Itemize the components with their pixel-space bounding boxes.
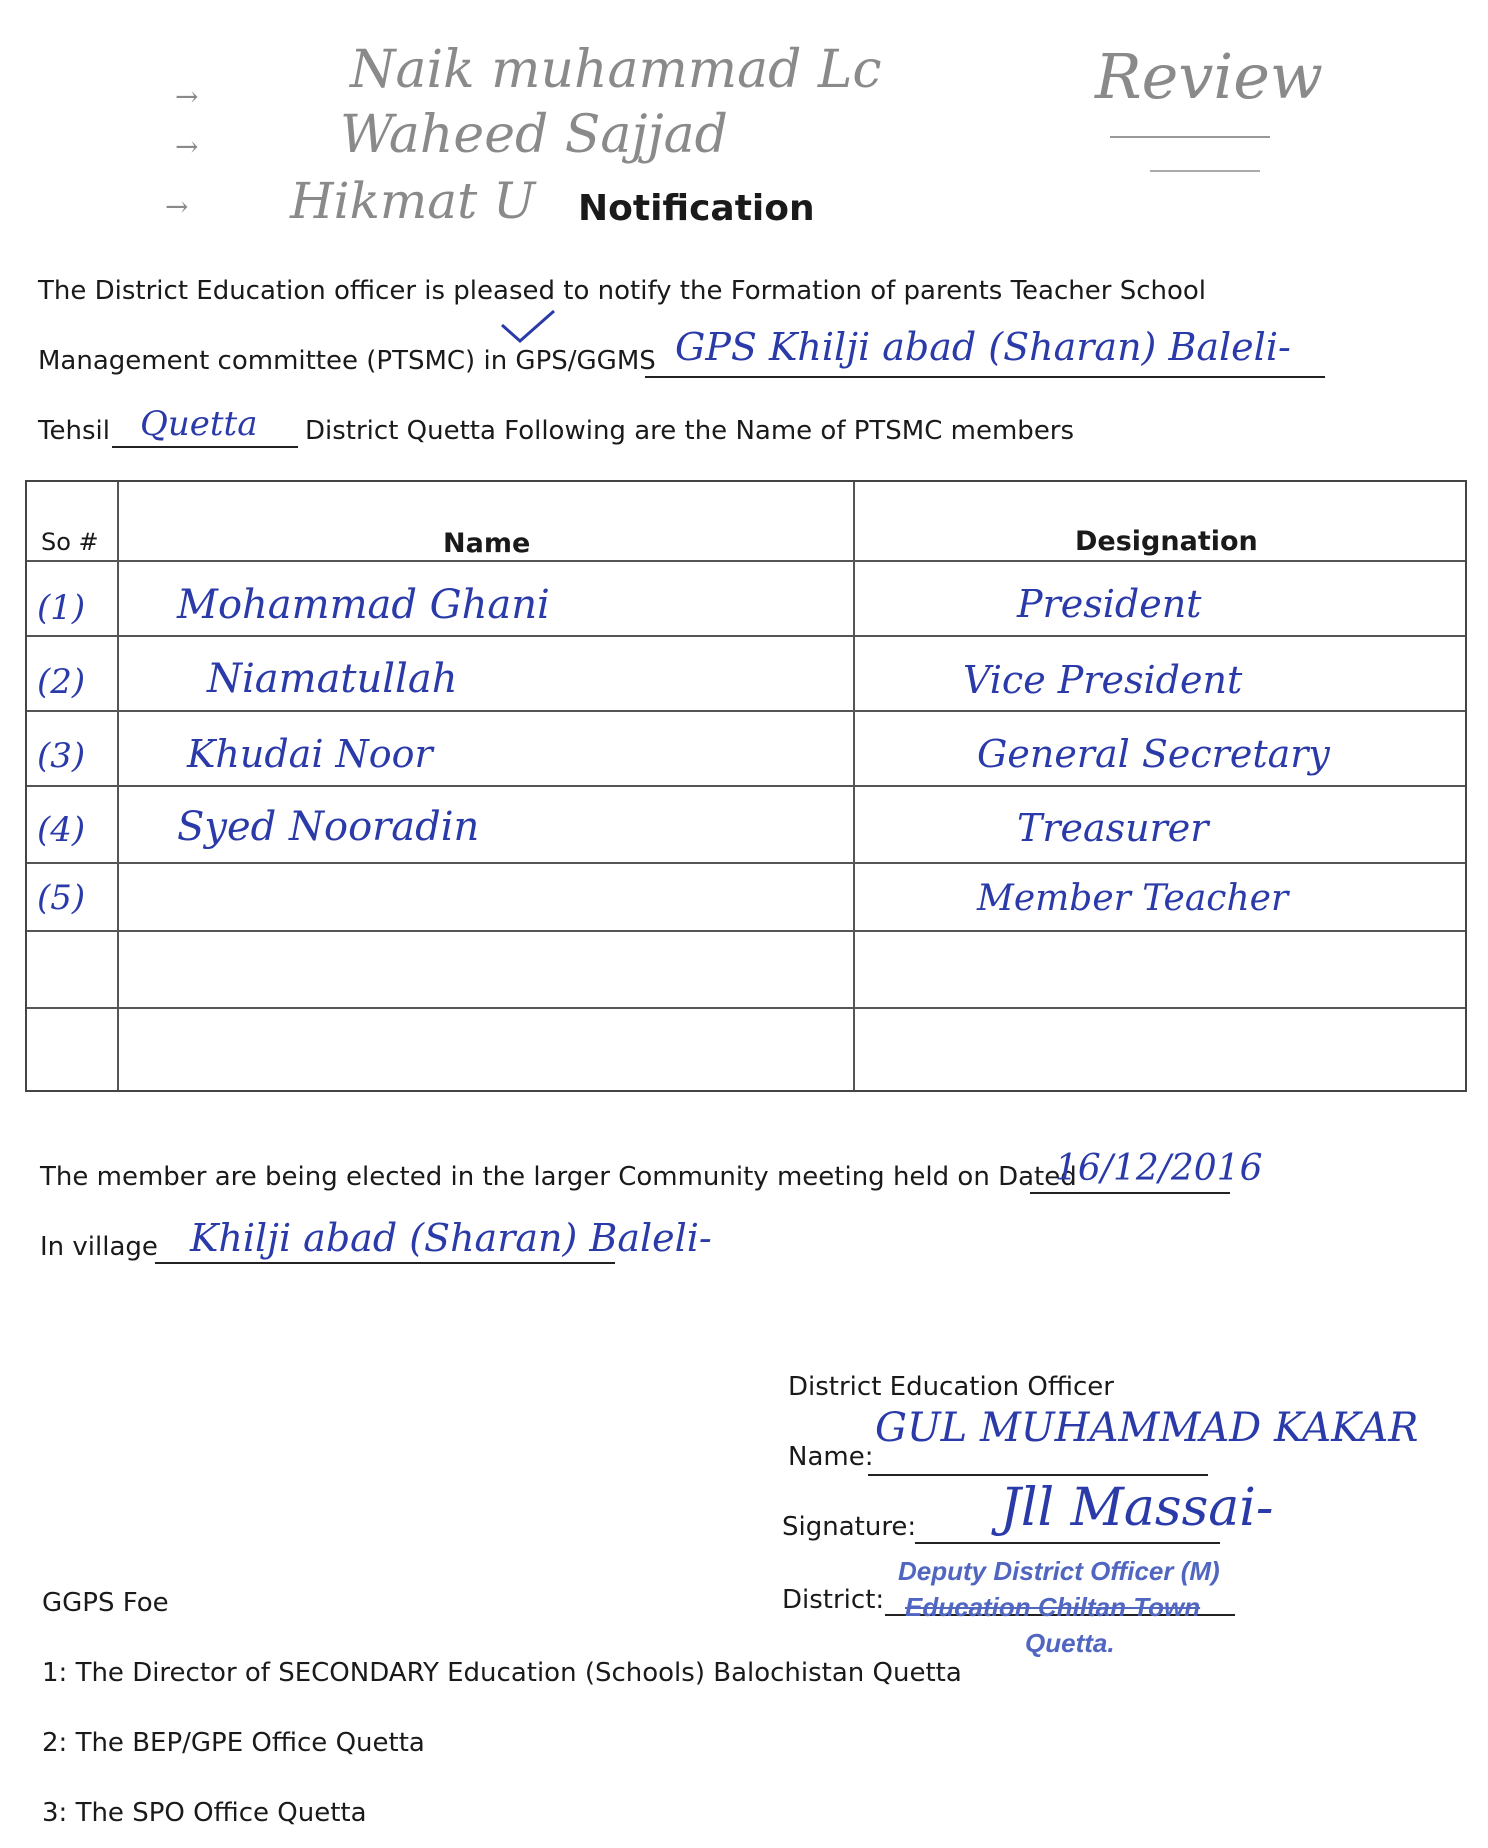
signature-underline <box>915 1542 1220 1544</box>
pencil-arrow-3: → <box>165 190 189 223</box>
officer-name-underline <box>868 1474 1208 1476</box>
cc-item-2: 2: The BEP/GPE Office Quetta <box>42 1728 425 1758</box>
stamp-line-1: Deputy District Officer (M) <box>898 1556 1220 1586</box>
intro-line-3-suffix: District Quetta Following are the Name of PTSMC members <box>305 416 1075 446</box>
row-3-sn: (3) <box>37 736 86 776</box>
pencil-underline-2 <box>1150 170 1260 172</box>
officer-title: District Education Officer <box>788 1372 1114 1402</box>
row-divider <box>27 710 1465 712</box>
row-2-designation: Vice President <box>963 658 1243 702</box>
row-4-sn: (4) <box>37 810 86 850</box>
tehsil-handwritten: Quetta <box>140 404 258 444</box>
row-divider <box>27 862 1465 864</box>
officer-name-handwritten: GUL MUHAMMAD KAKAR <box>875 1405 1419 1451</box>
row-5-sn: (5) <box>37 878 86 918</box>
intro-line-3-prefix: Tehsil <box>38 416 110 446</box>
stamp-line-3: Quetta. <box>1025 1628 1115 1658</box>
row-1-sn: (1) <box>37 588 86 628</box>
row-divider <box>27 635 1465 637</box>
row-1-designation: President <box>1017 582 1202 626</box>
pencil-underline-1 <box>1110 136 1270 138</box>
date-handwritten: 16/12/2016 <box>1055 1148 1263 1189</box>
village-underline <box>155 1262 615 1264</box>
pencil-note-2: Waheed Sajjad <box>340 105 728 165</box>
school-name-handwritten: GPS Khilji abad (Sharan) Baleli- <box>675 325 1291 369</box>
header-name: Name <box>443 528 531 559</box>
signature-handwritten: Jll Massai- <box>1000 1478 1274 1538</box>
header-designation: Designation <box>1075 526 1258 557</box>
pencil-note-3: Hikmat U <box>290 172 536 230</box>
header-sn: So # <box>41 528 99 556</box>
page-title: Notification <box>578 188 815 229</box>
village-handwritten: Khilji abad (Sharan) Baleli- <box>190 1216 712 1260</box>
cc-item-1: 1: The Director of SECONDARY Education (Schools) Balochistan Quetta <box>42 1658 962 1688</box>
row-divider <box>27 560 1465 562</box>
members-table <box>25 480 1467 1092</box>
pencil-arrow-2: → <box>175 130 199 163</box>
row-3-designation: General Secretary <box>977 732 1330 776</box>
row-divider <box>27 785 1465 787</box>
row-divider <box>27 930 1465 932</box>
row-5-designation: Member Teacher <box>977 878 1289 919</box>
intro-line-2: Management committee (PTSMC) in GPS/GGMS <box>38 346 656 376</box>
pencil-review: Review <box>1095 40 1323 113</box>
row-4-name: Syed Nooradin <box>177 804 480 850</box>
district-label: District: <box>782 1585 885 1615</box>
row-2-sn: (2) <box>37 662 86 702</box>
cc-label: GGPS Foe <box>42 1588 169 1618</box>
name-label: Name: <box>788 1442 874 1472</box>
signature-label: Signature: <box>782 1512 917 1542</box>
intro-line-1: The District Education officer is pleased to notify the Formation of parents Teacher School <box>38 276 1207 306</box>
election-line-1: The member are being elected in the larger Community meeting held on Dated <box>40 1162 1077 1192</box>
checkmark-icon <box>498 307 558 347</box>
pencil-arrow-1: → <box>175 80 199 113</box>
tehsil-underline <box>112 446 298 448</box>
election-line-2: In village <box>40 1232 158 1262</box>
school-underline <box>645 376 1325 378</box>
row-divider <box>27 1007 1465 1009</box>
row-2-name: Niamatullah <box>207 656 458 702</box>
cc-item-3: 3: The SPO Office Quetta <box>42 1798 367 1828</box>
row-1-name: Mohammad Ghani <box>177 582 550 628</box>
row-3-name: Khudai Noor <box>187 732 433 776</box>
date-underline <box>1030 1192 1230 1194</box>
row-4-designation: Treasurer <box>1017 806 1209 850</box>
stamp-line-2: Education Chiltan Town <box>905 1592 1201 1622</box>
pencil-note-1: Naik muhammad Lc <box>350 40 882 100</box>
